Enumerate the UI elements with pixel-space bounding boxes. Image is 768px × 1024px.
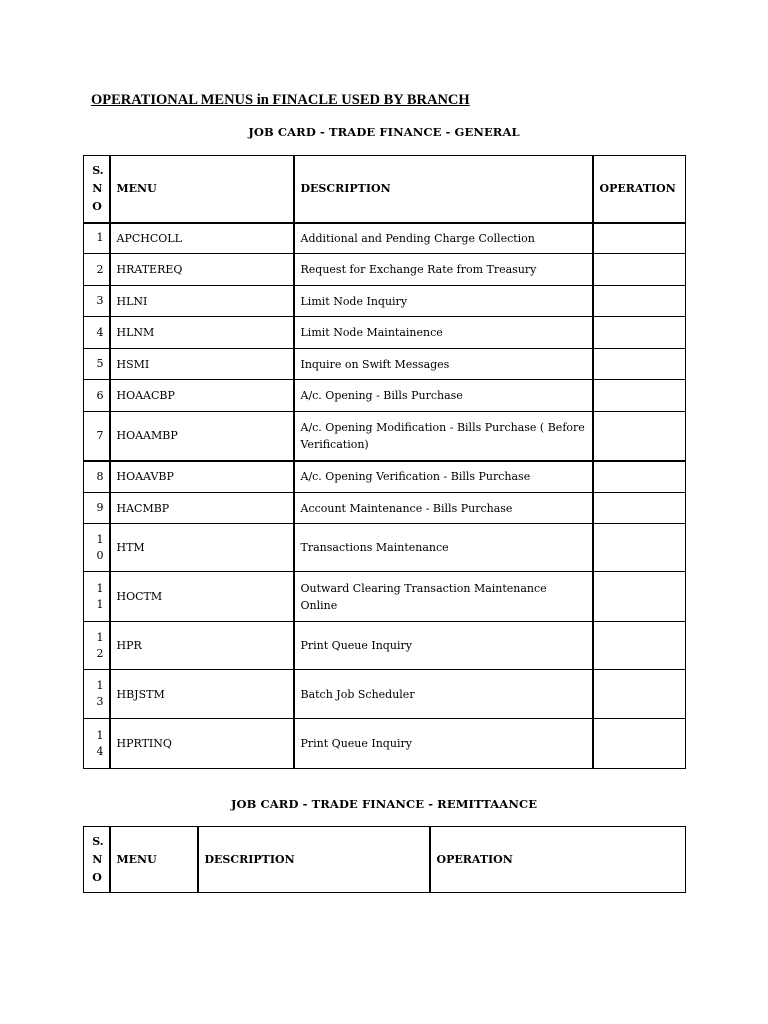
header-operation: OPERATION xyxy=(430,827,686,893)
row-sno: 6 xyxy=(84,380,110,412)
header-sno xyxy=(84,156,110,223)
row-sno: 3 xyxy=(84,286,110,317)
row-description: Limit Node Maintainence xyxy=(294,317,593,349)
header-description: DESCRIPTION xyxy=(198,827,430,893)
header-menu: MENU xyxy=(110,827,198,893)
remittance-menu-table xyxy=(83,826,686,893)
header-operation: OPERATION xyxy=(593,156,686,223)
row-sno: 4 xyxy=(84,317,110,349)
row-description: Request for Exchange Rate from Treasury xyxy=(294,254,593,286)
row-operation xyxy=(593,524,686,572)
row-description: Batch Job Scheduler xyxy=(294,670,593,719)
row-menu-code: HRATEREQ xyxy=(110,254,294,286)
row-operation xyxy=(593,461,686,493)
table-row xyxy=(84,349,686,380)
table-row xyxy=(84,572,686,622)
row-sno: 1 2 xyxy=(84,622,110,670)
row-operation xyxy=(593,572,686,622)
row-description: Account Maintenance - Bills Purchase xyxy=(294,493,593,524)
row-menu-code: HOCTM xyxy=(110,572,294,622)
row-menu-code: HLNM xyxy=(110,317,294,349)
general-menu-table xyxy=(83,155,686,769)
table-row xyxy=(84,493,686,524)
row-operation xyxy=(593,622,686,670)
row-description: Transactions Maintenance xyxy=(294,524,593,572)
row-menu-code: HOAAMBP xyxy=(110,412,294,461)
row-menu-code: HPR xyxy=(110,622,294,670)
row-operation xyxy=(593,719,686,769)
table-row xyxy=(84,412,686,461)
header-description: DESCRIPTION xyxy=(294,156,593,223)
table-row xyxy=(84,719,686,769)
row-operation xyxy=(593,380,686,412)
header-sno xyxy=(84,827,110,893)
section-title-general: JOB CARD - TRADE FINANCE - GENERAL xyxy=(248,125,520,139)
row-operation xyxy=(593,286,686,317)
table-row xyxy=(84,286,686,317)
row-description: Print Queue Inquiry xyxy=(294,719,593,769)
row-description: A/c. Opening - Bills Purchase xyxy=(294,380,593,412)
row-operation xyxy=(593,493,686,524)
row-sno: 1 4 xyxy=(84,719,110,769)
row-operation xyxy=(593,412,686,461)
row-operation xyxy=(593,349,686,380)
table-row xyxy=(84,670,686,719)
row-description: Limit Node Inquiry xyxy=(294,286,593,317)
row-menu-code: HSMI xyxy=(110,349,294,380)
row-sno: 2 xyxy=(84,254,110,286)
table-row xyxy=(84,524,686,572)
section-title-remittance: JOB CARD - TRADE FINANCE - REMITTAANCE xyxy=(230,797,538,811)
row-menu-code: APCHCOLL xyxy=(110,223,294,254)
row-operation xyxy=(593,670,686,719)
row-sno: 1 0 xyxy=(84,524,110,572)
table-row xyxy=(84,317,686,349)
row-description: A/c. Opening Modification - Bills Purchase ( Before Verification) xyxy=(294,412,593,461)
row-sno: 9 xyxy=(84,493,110,524)
row-sno: 7 xyxy=(84,412,110,461)
row-operation xyxy=(593,317,686,349)
row-menu-code: HLNI xyxy=(110,286,294,317)
header-menu: MENU xyxy=(110,156,294,223)
row-description: Additional and Pending Charge Collection xyxy=(294,223,593,254)
row-description: A/c. Opening Verification - Bills Purchase xyxy=(294,461,593,493)
row-menu-code: HACMBP xyxy=(110,493,294,524)
row-sno: 5 xyxy=(84,349,110,380)
row-description: Inquire on Swift Messages xyxy=(294,349,593,380)
row-description: Print Queue Inquiry xyxy=(294,622,593,670)
row-menu-code: HPRTINQ xyxy=(110,719,294,769)
table-row xyxy=(84,622,686,670)
document-title: OPERATIONAL MENUS in FINACLE USED BY BRANCH xyxy=(91,92,470,108)
row-sno: 1 3 xyxy=(84,670,110,719)
row-operation xyxy=(593,223,686,254)
row-sno: 8 xyxy=(84,461,110,493)
row-description: Outward Clearing Transaction Maintenance Online xyxy=(294,572,593,622)
table-row xyxy=(84,380,686,412)
row-menu-code: HBJSTM xyxy=(110,670,294,719)
row-sno: 1 1 xyxy=(84,572,110,622)
table-row xyxy=(84,254,686,286)
row-menu-code: HOAAVBP xyxy=(110,461,294,493)
row-menu-code: HOAACBP xyxy=(110,380,294,412)
row-sno: 1 xyxy=(84,223,110,254)
row-operation xyxy=(593,254,686,286)
row-menu-code: HTM xyxy=(110,524,294,572)
header-sno-label: S. N O xyxy=(92,834,104,884)
table-row xyxy=(84,461,686,493)
header-sno-label: S. N O xyxy=(92,163,104,213)
table-row xyxy=(84,223,686,254)
